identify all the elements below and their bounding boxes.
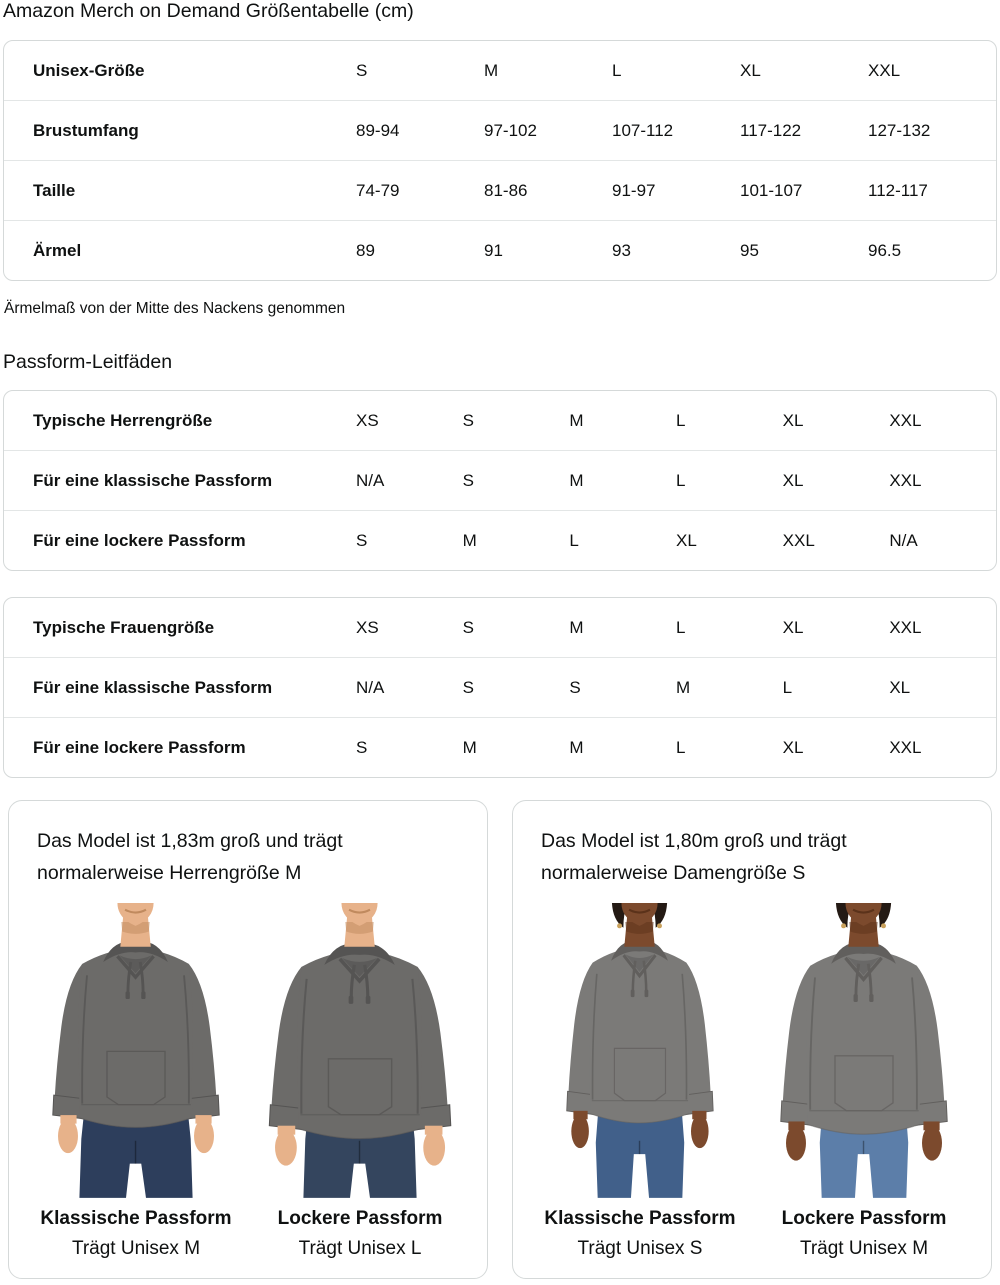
model-photo bbox=[757, 903, 971, 1198]
fit-guides-heading: Passform-Leitfäden bbox=[3, 351, 173, 373]
figures-row bbox=[533, 903, 971, 1260]
table-row bbox=[4, 657, 996, 717]
fit-caption: Lockere Passform bbox=[277, 1207, 443, 1229]
table-row bbox=[4, 160, 996, 220]
model-photo bbox=[253, 903, 467, 1198]
model-figure bbox=[29, 903, 243, 1260]
figure-caption bbox=[253, 1208, 467, 1260]
table-row bbox=[4, 510, 996, 570]
model-description: Das Model ist 1,80m groß und trägt normalerweise Damengröße S bbox=[541, 830, 847, 884]
row-label: Ärmel bbox=[33, 240, 82, 260]
size-cell: S bbox=[462, 410, 474, 430]
size-cell: XXL bbox=[889, 470, 922, 490]
measure-cell: 127-132 bbox=[868, 120, 931, 140]
size-cell: M bbox=[569, 737, 584, 757]
table-row bbox=[4, 450, 996, 510]
size-cell: XS bbox=[356, 410, 379, 430]
size-cell: XS bbox=[356, 617, 379, 637]
model-description: Das Model ist 1,83m groß und trägt normalerweise Herrengröße M bbox=[37, 830, 343, 884]
row-label: Für eine lockere Passform bbox=[33, 530, 246, 550]
fit-caption: Klassische Passform bbox=[544, 1207, 736, 1229]
table-row bbox=[4, 391, 996, 450]
row-label: Für eine klassische Passform bbox=[33, 470, 273, 490]
table-row bbox=[4, 100, 996, 160]
size-cell: M bbox=[462, 737, 477, 757]
row-label: Typische Frauengröße bbox=[33, 617, 215, 637]
model-card-women bbox=[512, 800, 992, 1279]
row-label: Für eine klassische Passform bbox=[33, 677, 273, 697]
model-figure bbox=[253, 903, 467, 1260]
measure-cell: 95 bbox=[740, 240, 759, 260]
size-cell: M bbox=[462, 530, 477, 550]
size-cell: XXL bbox=[782, 530, 815, 550]
measure-cell: 117-122 bbox=[740, 120, 802, 140]
measure-cell: 89 bbox=[356, 240, 375, 260]
model-photo bbox=[533, 903, 747, 1198]
measure-cell: 91 bbox=[484, 240, 503, 260]
figure-caption bbox=[757, 1208, 971, 1260]
size-cell: S bbox=[356, 737, 368, 757]
sleeve-measure-note: Ärmelmaß von der Mitte des Nackens genommen bbox=[4, 300, 346, 317]
size-cell: XL bbox=[889, 677, 911, 697]
measure-cell: 97-102 bbox=[484, 120, 537, 140]
size-cell: XXL bbox=[889, 737, 922, 757]
size-cell: XL bbox=[740, 60, 761, 80]
size-cell: L bbox=[782, 677, 793, 697]
table-row bbox=[4, 717, 996, 777]
fit-size: Trägt Unisex L bbox=[298, 1237, 422, 1259]
size-cell: S bbox=[462, 470, 474, 490]
size-cell: S bbox=[356, 530, 368, 550]
size-cell: XXL bbox=[889, 410, 922, 430]
size-cell: XL bbox=[782, 410, 804, 430]
size-cell: S bbox=[356, 60, 368, 80]
model-cards bbox=[3, 800, 997, 1279]
fit-size: Trägt Unisex M bbox=[71, 1237, 201, 1259]
figure-caption bbox=[29, 1208, 243, 1260]
row-label: Unisex-Größe bbox=[33, 60, 145, 80]
size-cell: M bbox=[569, 470, 584, 490]
row-label: Typische Herrengröße bbox=[33, 410, 213, 430]
size-cell: L bbox=[569, 530, 579, 550]
unisex-size-table bbox=[3, 40, 997, 281]
measure-cell: 91-97 bbox=[612, 180, 656, 200]
size-cell: L bbox=[675, 410, 686, 430]
model-figure bbox=[757, 903, 971, 1260]
measure-cell: 89-94 bbox=[356, 120, 400, 140]
measure-cell: 93 bbox=[612, 240, 631, 260]
fit-caption: Lockere Passform bbox=[781, 1207, 947, 1229]
size-cell: M bbox=[569, 617, 584, 637]
measure-cell: 112-117 bbox=[868, 180, 928, 200]
size-cell: M bbox=[484, 60, 499, 80]
size-cell: S bbox=[462, 617, 474, 637]
model-photo bbox=[29, 903, 243, 1198]
size-cell: L bbox=[675, 737, 686, 757]
mens-fit-table bbox=[3, 390, 997, 571]
size-cell: XL bbox=[782, 617, 804, 637]
size-cell: L bbox=[675, 617, 686, 637]
size-cell: XXL bbox=[889, 617, 922, 637]
measure-cell: 74-79 bbox=[356, 180, 400, 200]
size-cell: XL bbox=[782, 470, 804, 490]
row-label: Brustumfang bbox=[33, 120, 139, 140]
table-row bbox=[4, 220, 996, 280]
measure-cell: 101-107 bbox=[740, 180, 803, 200]
size-cell: N/A bbox=[356, 470, 385, 490]
size-cell: S bbox=[569, 677, 581, 697]
size-cell: XXL bbox=[868, 60, 901, 80]
size-cell: XL bbox=[782, 737, 804, 757]
table-row bbox=[4, 41, 996, 100]
page-title: Amazon Merch on Demand Größentabelle (cm) bbox=[3, 0, 414, 22]
model-card-men bbox=[8, 800, 488, 1279]
size-cell: M bbox=[675, 677, 691, 697]
row-label: Taille bbox=[33, 180, 76, 200]
size-cell: M bbox=[569, 410, 584, 430]
figure-caption bbox=[533, 1208, 747, 1260]
size-cell: L bbox=[675, 470, 686, 490]
fit-size: Trägt Unisex S bbox=[577, 1237, 703, 1259]
size-cell: S bbox=[462, 677, 474, 697]
size-cell: N/A bbox=[356, 677, 385, 697]
measure-cell: 81-86 bbox=[484, 180, 528, 200]
model-figure bbox=[533, 903, 747, 1260]
size-cell: L bbox=[612, 60, 622, 80]
womens-fit-table bbox=[3, 597, 997, 778]
size-cell: N/A bbox=[889, 530, 918, 550]
fit-caption: Klassische Passform bbox=[40, 1207, 232, 1229]
measure-cell: 107-112 bbox=[612, 120, 674, 140]
size-cell: XL bbox=[675, 530, 697, 550]
figures-row bbox=[29, 903, 467, 1260]
table-row bbox=[4, 598, 996, 657]
measure-cell: 96.5 bbox=[868, 240, 902, 260]
row-label: Für eine lockere Passform bbox=[33, 737, 246, 757]
fit-size: Trägt Unisex M bbox=[799, 1237, 929, 1259]
